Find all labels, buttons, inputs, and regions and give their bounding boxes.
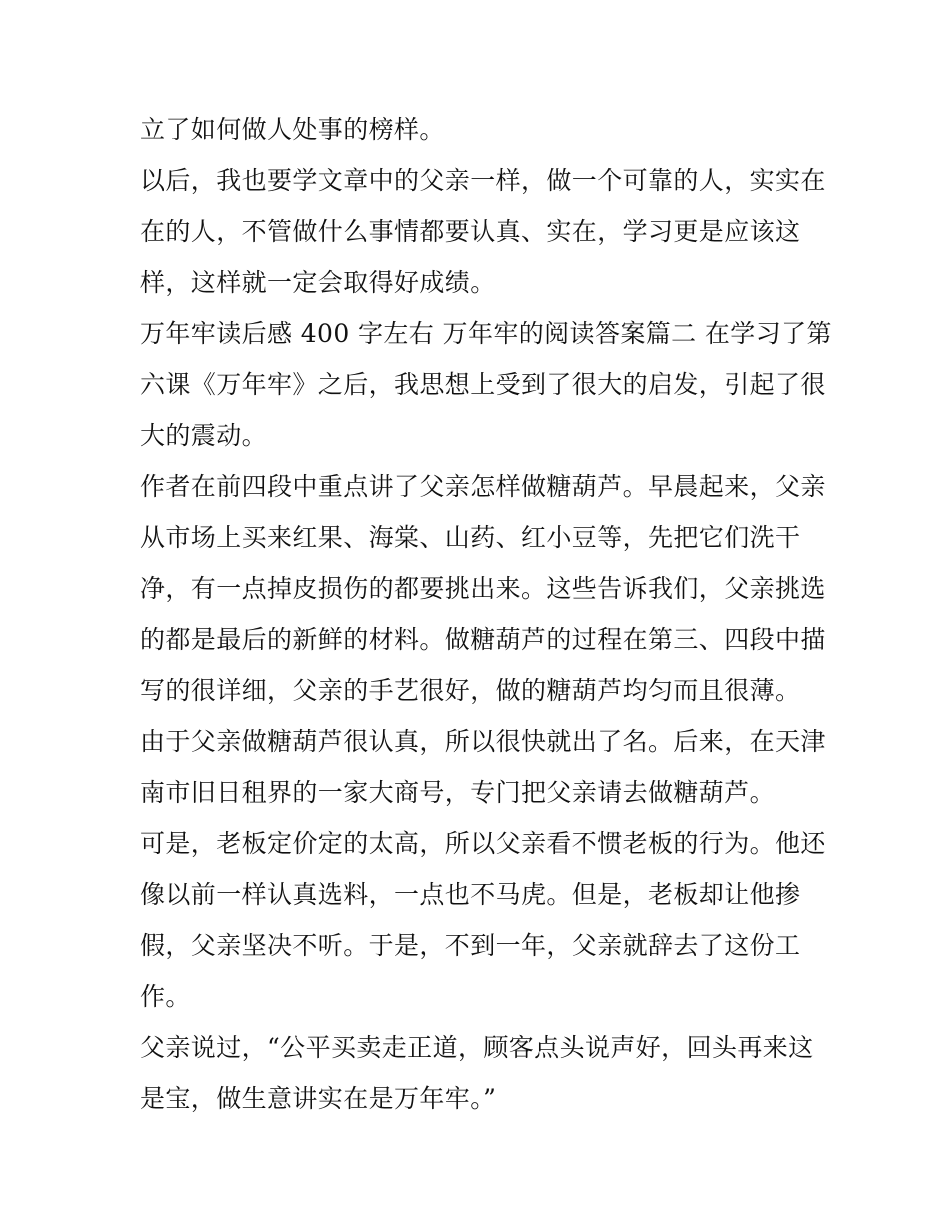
- text-line: 万年牢读后感 400 字左右 万年牢的阅读答案篇二 在学习了第: [140, 319, 832, 348]
- text-line: 像以前一样认真选料，一点也不马虎。但是，老板却让他掺: [140, 880, 801, 909]
- text-line: 写的很详细，父亲的手艺很好，做的糖葫芦均匀而且很薄。: [140, 676, 801, 705]
- paragraph-6: [140, 818, 826, 1022]
- document-page: [140, 104, 832, 1124]
- paragraph-2: [140, 155, 826, 308]
- paragraph-3: [140, 308, 832, 461]
- text-line: 南市旧日租界的一家大商号，专门把父亲请去做糖葫芦。: [140, 778, 776, 807]
- paragraph-5: [140, 716, 826, 818]
- text-line: 可是，老板定价定的太高，所以父亲看不惯老板的行为。他还: [140, 829, 826, 858]
- text-line: 六课《万年牢》之后，我思想上受到了很大的启发，引起了很: [140, 370, 826, 399]
- text-line: 作者在前四段中重点讲了父亲怎样做糖葫芦。早晨起来，父亲: [140, 472, 826, 501]
- paragraph-4: [140, 461, 826, 716]
- text-line: 样，这样就一定会取得好成绩。: [140, 268, 496, 297]
- text-line: 是宝，做生意讲实在是万年牢。”: [140, 1084, 497, 1113]
- text-line: 大的震动。: [140, 421, 268, 450]
- paragraph-7: [140, 1022, 820, 1124]
- text-line: 由于父亲做糖葫芦很认真，所以很快就出了名。后来，在天津: [140, 727, 826, 756]
- text-line: 净，有一点掉皮损伤的都要挑出来。这些告诉我们，父亲挑选: [140, 574, 826, 603]
- text-line: 假，父亲坚决不听。于是，不到一年，父亲就辞去了这份工: [140, 931, 801, 960]
- text-line: 父亲说过，“公平买卖走正道，顾客点头说声好，回头再来这: [140, 1033, 814, 1062]
- text-line: 以后，我也要学文章中的父亲一样，做一个可靠的人，实实在: [140, 166, 826, 195]
- text-line: 立了如何做人处事的榜样。: [140, 115, 445, 144]
- text-line: 在的人，不管做什么事情都要认真、实在，学习更是应该这: [140, 217, 801, 246]
- paragraph-1: [140, 104, 820, 155]
- text-line: 作。: [140, 982, 191, 1011]
- text-line: 的都是最后的新鲜的材料。做糖葫芦的过程在第三、四段中描: [140, 625, 826, 654]
- text-line: 从市场上买来红果、海棠、山药、红小豆等，先把它们洗干: [140, 523, 801, 552]
